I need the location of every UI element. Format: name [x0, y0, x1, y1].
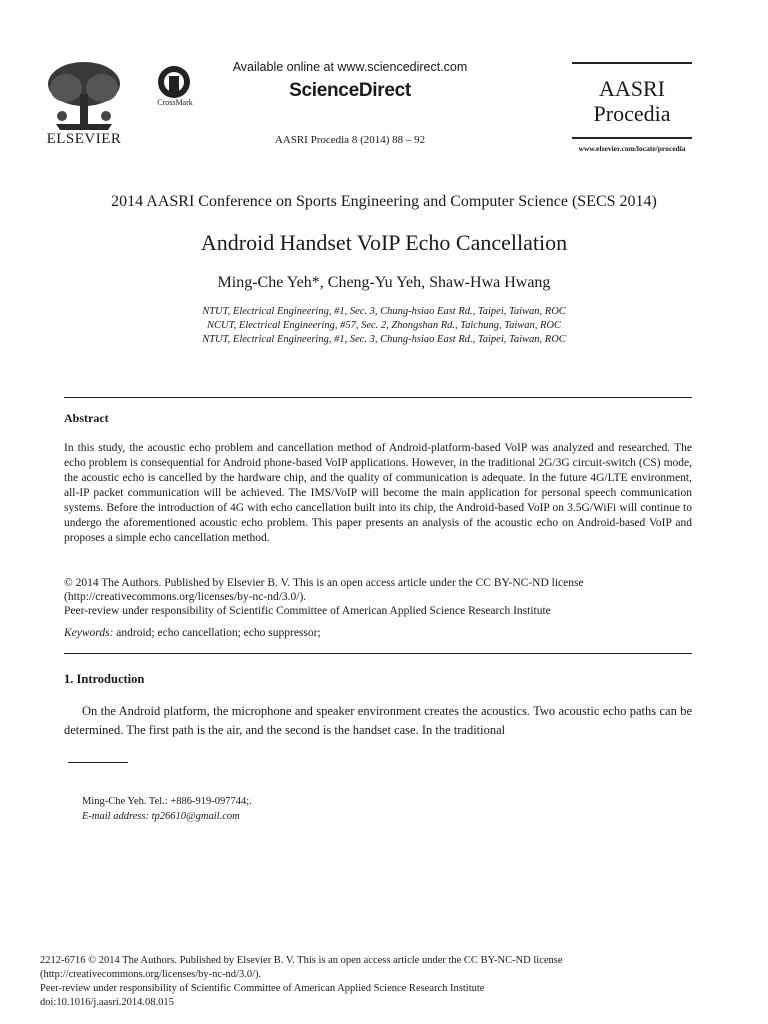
- journal-rule-top: [572, 62, 692, 64]
- peer-review-note: Peer-review under responsibility of Scientific Committee of American Applied Science Research Institute: [64, 605, 551, 617]
- sciencedirect-logo: ScienceDirect: [289, 80, 411, 101]
- journal-title-line2: Procedia: [593, 101, 671, 126]
- footnote-contact: Ming-Che Yeh. Tel.: +886-919-097744;.: [82, 796, 252, 807]
- publisher-name: ELSEVIER: [46, 131, 122, 147]
- journal-url: www.elsevier.com/locate/procedia: [578, 144, 686, 153]
- license-link[interactable]: (http://creativecommons.org/licenses/by-nc-nd/3.0/).: [64, 591, 307, 603]
- keywords-list: android; echo cancellation; echo suppressor;: [113, 627, 321, 639]
- footer-doi[interactable]: doi:10.1016/j.aasri.2014.08.015: [40, 997, 174, 1008]
- abstract-text: In this study, the acoustic echo problem and cancellation method of Android-platform-based VoIP was analyzed and researched. The echo problem is consequential for Android phone-based VoIP applications. However, in the traditional 2G/3G circuit-switch (CS) mode, the acoustic echo is cancelled by the hardware chip, and the quality of communication is adequate. In the future 4G/LTE environment, all-IP packet communication will be achieved. The IMS/VoIP will become the main application for personal speech communication systems. Before the introduction of 4G with echo cancellation built into its chip, the Android-based VoIP on 3.5G/WiFi will continue to undergo the aforementioned acoustic echo problem. This paper presents an analysis of the acoustic echo on Android-based VoIP and proposes a simple echo cancellation method.: [64, 442, 692, 544]
- journal-title-line1: AASRI: [598, 76, 665, 101]
- affiliation-3: NTUT, Electrical Engineering, #1, Sec. 3, Chung-hsiao East Rd., Taipei, Taiwan, ROC: [202, 334, 566, 345]
- conference-name: 2014 AASRI Conference on Sports Engineering and Computer Science (SECS 2014): [111, 193, 657, 210]
- section-heading-introduction: 1. Introduction: [64, 672, 145, 686]
- divider-bottom: [64, 653, 692, 654]
- journal-citation: AASRI Procedia 8 (2014) 88 – 92: [274, 134, 426, 146]
- available-online-text: Available online at www.sciencedirect.com: [232, 60, 468, 74]
- introduction-text: On the Android platform, the microphone and speaker environment creates the acoustics. Two acoustic echo paths can be determined. The first path is the air, and the second is the handset case. In the traditional: [64, 704, 692, 737]
- footer-license-link[interactable]: (http://creativecommons.org/licenses/by-nc-nd/3.0/).: [40, 969, 262, 980]
- footnote-rule: [68, 762, 128, 763]
- author-list: Ming-Che Yeh*, Cheng-Yu Yeh, Shaw-Hwa Hwang: [217, 274, 551, 291]
- keywords-label: Keywords:: [64, 627, 114, 639]
- footer-peer-review: Peer-review under responsibility of Scientific Committee of American Applied Science Research Institute: [40, 983, 485, 994]
- abstract-heading: Abstract: [64, 411, 109, 425]
- affiliation-2: NCUT, Electrical Engineering, #57, Sec. 2, Zhongshan Rd., Taichung, Taiwan, ROC: [207, 320, 561, 331]
- copyright-line: © 2014 The Authors. Published by Elsevier B. V. This is an open access article under the CC BY-NC-ND license: [64, 577, 584, 589]
- divider-top: [64, 397, 692, 398]
- footer-copyright: 2212-6716 © 2014 The Authors. Published by Elsevier B. V. This is an open access article under the CC BY-NC-ND license: [40, 955, 563, 966]
- journal-rule-bottom: [572, 137, 692, 139]
- paper-title: Android Handset VoIP Echo Cancellation: [200, 230, 568, 255]
- keywords-line: [64, 626, 321, 641]
- affiliation-1: NTUT, Electrical Engineering, #1, Sec. 3, Chung-hsiao East Rd., Taipei, Taiwan, ROC: [202, 306, 566, 317]
- footnote-email[interactable]: E-mail address: tp26610@gmail.com: [82, 811, 240, 822]
- crossmark-label: CrossMark: [157, 98, 193, 107]
